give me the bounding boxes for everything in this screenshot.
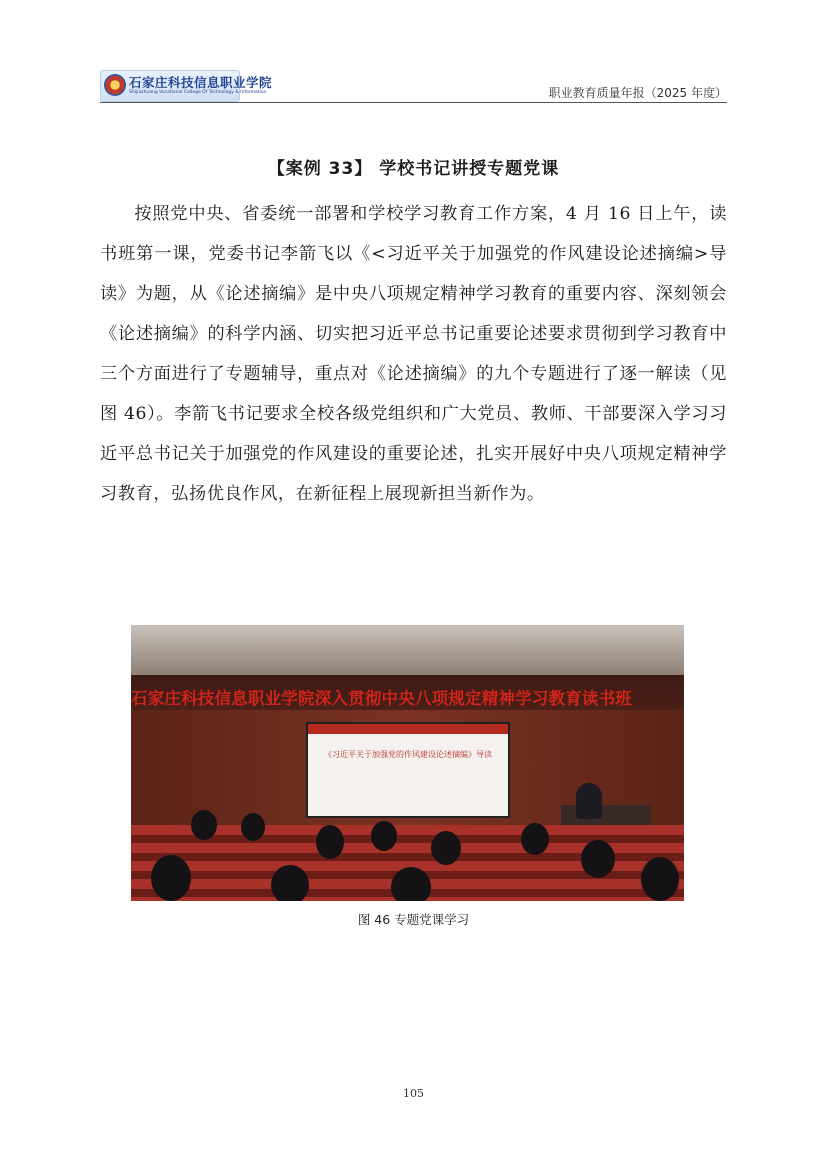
case-title: 【案例 33】 学校书记讲授专题党课 (267, 159, 560, 179)
audience-head (371, 821, 397, 851)
logo-english-name: Shijiazhuang Vocational College Of Technology & Information (129, 90, 267, 95)
audience-head (581, 840, 615, 878)
audience-head (316, 825, 344, 859)
logo-chinese-name: 石家庄科技信息职业学院 (129, 75, 273, 90)
page-number: 105 (403, 1087, 424, 1100)
audience-head (241, 813, 265, 841)
audience-head (191, 810, 217, 840)
audience-head (151, 855, 191, 901)
figure-caption: 图 46 专题党课学习 (357, 912, 470, 927)
audience-head (391, 867, 431, 901)
lecture-photo (131, 625, 684, 901)
projection-screen (306, 722, 510, 818)
page-header (100, 70, 727, 102)
audience-head (641, 857, 679, 901)
speaker-figure (576, 783, 602, 819)
audience-head (431, 831, 461, 865)
photo-ceiling (131, 625, 684, 675)
header-divider (100, 102, 727, 103)
college-logo (100, 70, 273, 102)
screen-header-bar (308, 724, 508, 734)
audience-head (521, 823, 549, 855)
college-emblem-icon (104, 74, 126, 96)
case-paragraph: 按照党中央、省委统一部署和学校学习教育工作方案，4 月 16 日上午，读书班第一课，党委书记李箭飞以《<习近平关于加强党的作风建设论述摘编>导读》为题，从《论述摘编》是中央八项规定精神学习教育的重要内容、深刻领会《论述摘编》的科学内涵、切实把习近平总书记重要论述要求贯彻到学习教育中三个方面进行了专题辅导，重点对《论述摘编》的九个专题进行了逐一解读（见图 46）。李箭飞书记要求全校各级党组织和广大党员、教师、干部要深入学习习近平总书记关于加强党的作风建设的重要论述，扎实开展好中央八项规定精神学习教育，弘扬优良作风，在新征程上展现新担当新作为。 (100, 204, 727, 504)
audience-head (271, 865, 309, 901)
report-title: 职业教育质量年报（2025 年度） (548, 86, 727, 100)
photo-banner: 石家庄科技信息职业学院深入贯彻中央八项规定精神学习教育读书班 (131, 689, 632, 708)
screen-title: 《习近平关于加强党的作风建设论述摘编》导读 (324, 750, 492, 759)
